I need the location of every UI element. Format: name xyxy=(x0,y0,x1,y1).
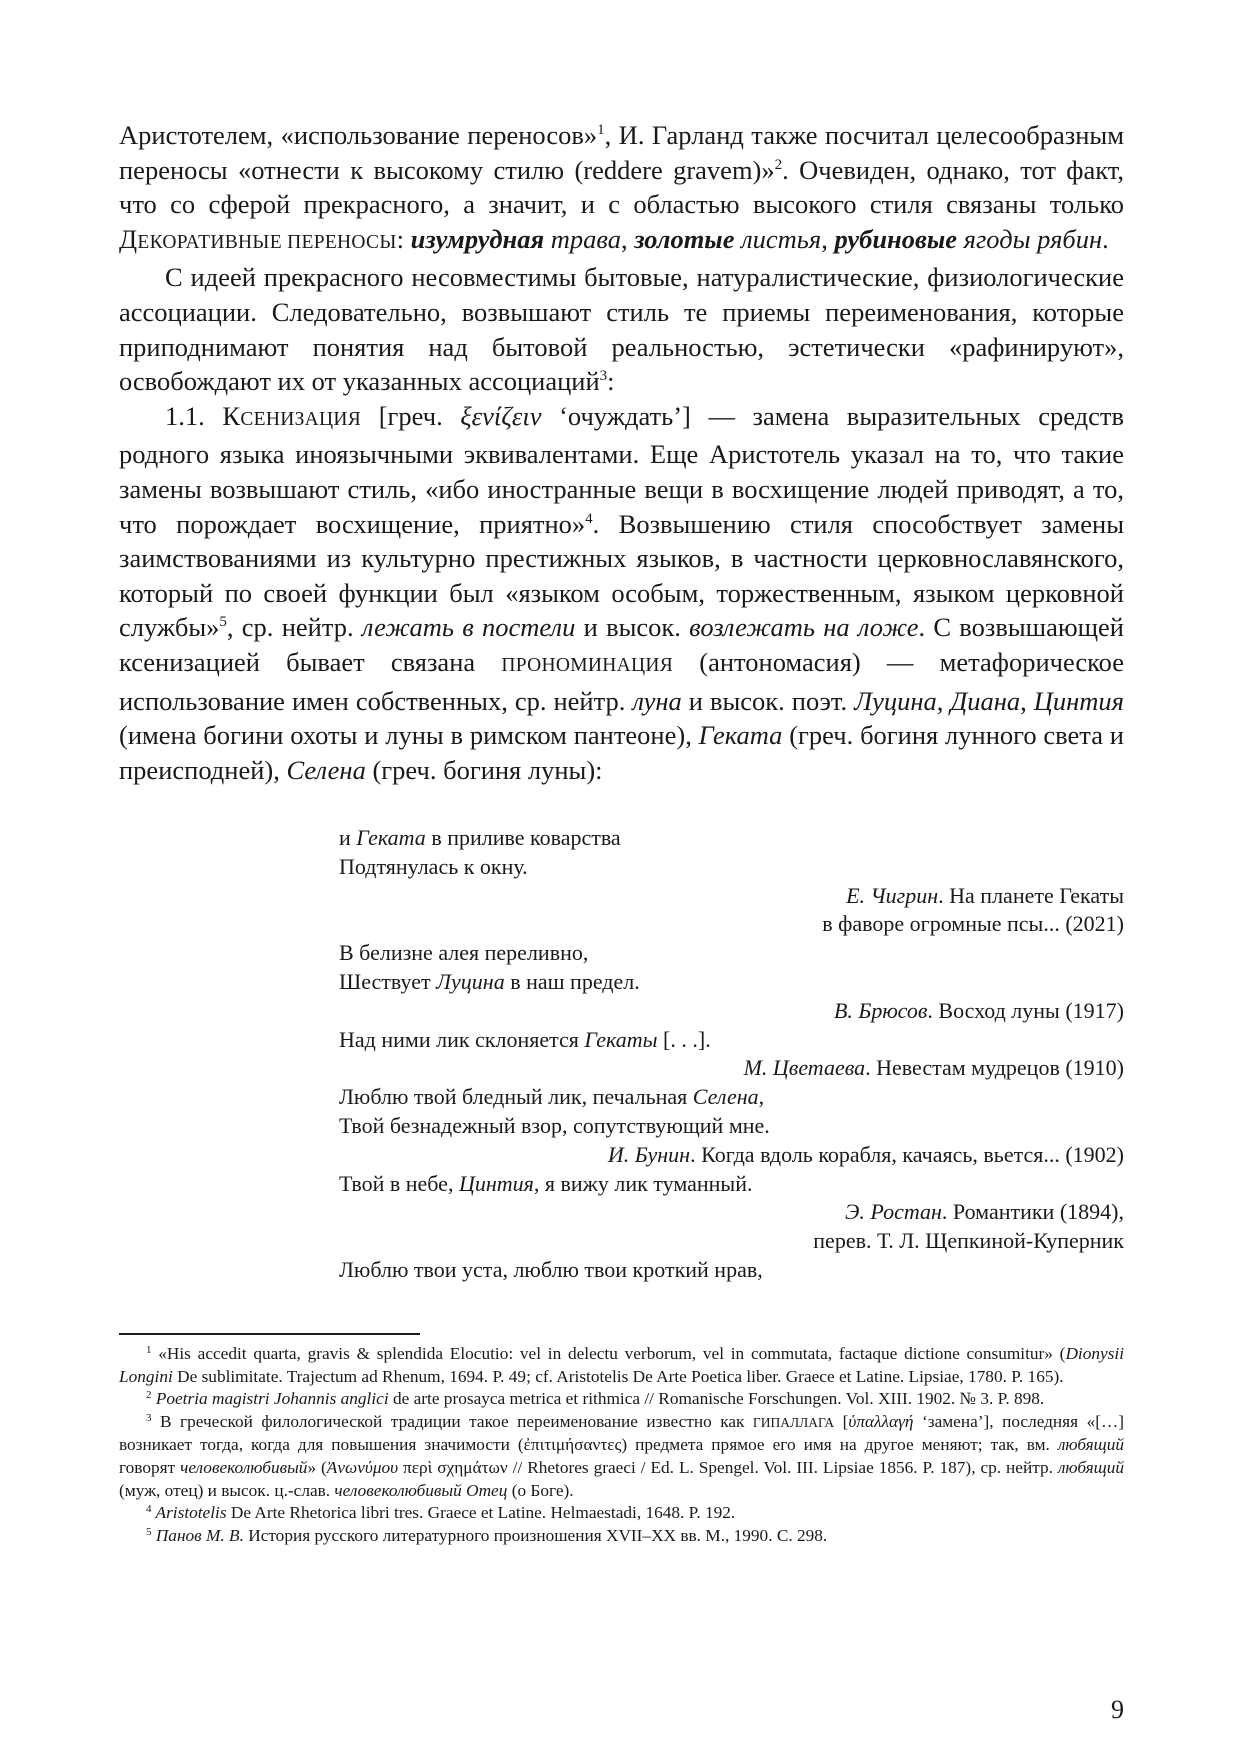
attribution: Э. Ростан. Романтики (1894), xyxy=(845,1199,1124,1225)
footnote-separator xyxy=(119,1333,420,1335)
verse-line: Твой безнадежный взор, сопутствующий мне. xyxy=(339,1112,770,1138)
term-xenization: КСЕНИЗАЦИЯ xyxy=(222,400,362,431)
term-decorative-transfers: ДЕКОРАТИВНЫЕ ПЕРЕНОСЫ xyxy=(119,223,397,254)
paragraph-1: Аристотелем, «использование переносов»$^1$, И. Гарланд также посчитал целесообразным переносы «отнести к высокому стилю (reddere gravem)»$^2$. Очевиден, однако, тот факт, что со сферой прекрасного, а значит, и с областью высокого стиля связаны только ДЕКОРАТИВНЫЕ ПЕРЕНОСЫ: изумрудная трава, золотые листья, рубиновые ягоды рябин. xyxy=(119,120,1124,254)
footnote-ref-1[interactable]: 1 xyxy=(597,122,605,138)
attribution: Е. Чигрин. На планете Гекаты xyxy=(846,882,1124,908)
footnote-ref-2[interactable]: 2 xyxy=(774,156,783,173)
footnote-1: $^1$ «His accedit quarta, gravis & splendida Elocutio: vel in delectu verborum, vel in commutata, factaque dictione consumitur» (Dionysii Longini De sublimitate. Trajectum ad Rhenum, 1694. P. 49; cf. Aristotelis De Arte Poetica liber. Graece et Latine. Lipsiae, 1780. P. 165). xyxy=(119,1344,1124,1386)
paragraph-2: С идеей прекрасного несовместимы бытовые, натуралистические, физиологические ассоциации. Следовательно, возвышают стиль те приемы переименования, которые приподнимают понятия над бытовой реальностью, эстетически «рафинируют», освобождают их от указанных ассоциаций$^3$: xyxy=(119,262,1124,397)
verse-line: В белизне алея переливно, xyxy=(339,940,589,966)
verse-line: и Геката в приливе коварства xyxy=(339,825,621,850)
attribution: В. Брюсов. Восход луны (1917) xyxy=(833,997,1124,1023)
footnote-4: $^4$ Aristotelis De Arte Rhetorica libri tres. Graece et Latine. Helmaestadi, 1648. P. 192. xyxy=(146,1503,736,1523)
verse-line: Над ними лик склоняется Гекаты [. . .]. xyxy=(339,1026,711,1052)
attribution: в фаворе огромные псы... (2021) xyxy=(822,911,1124,937)
footnotes xyxy=(119,1343,1124,1547)
verse-line: Шествует Луцина в наш предел. xyxy=(339,968,640,994)
footnote-ref-3[interactable]: 3 xyxy=(599,368,608,385)
verse-line: Люблю твой бледный лик, печальная Селена, xyxy=(339,1084,765,1110)
footnote-5: $^5$ Панов М. В. История русского литературного произношения XVII–XX вв. М., 1990. С. 298. xyxy=(146,1525,828,1545)
poem-quotations xyxy=(339,824,1124,1285)
footnote-ref-5[interactable]: 5 xyxy=(219,614,227,631)
verse-line: Подтянулась к окну. xyxy=(339,853,528,879)
verse-line: Твой в небе, Цинтия, я вижу лик туманный. xyxy=(339,1170,753,1196)
verse-line: Люблю твои уста, люблю твои кроткий нрав, xyxy=(339,1256,763,1282)
footnote-ref-4[interactable]: 4 xyxy=(585,510,593,527)
page-number: 9 xyxy=(1111,1695,1124,1724)
paragraph-3: 1.1. КСЕНИЗАЦИЯ [греч. ξενίζειν ‘очуждать’] — замена выразительных средств родного языка иноязычными эквивалентами. Еще Аристотель указал на то, что такие замены возвышают стиль, «ибо иностранные вещи в восхищение людей приводят, а то, что порождает восхищение, приятно»$^4$. Возвышению стиля способствует замены заимствованиями из культурно престижных языков, в частности церковнославянского, который по своей функции был «языком особым, торжественным, языком церковной службы»$^5$, ср. нейтр. лежать в постели и высок. возлежать на ложе. С возвышающей ксенизацией бывает связана ПРОНОМИНАЦИЯ (антономасия) — метафорическое использование имен собственных, ср. нейтр. луна и высок. поэт. Луцина, Диана, Цинтия (имена богини охоты и луны в римском пантеоне), Геката (греч. богиня лунного света и преисподней), Селена (греч. богиня луны): xyxy=(119,400,1125,785)
footnote-2: $^2$ Poetria magistri Johannis anglici de arte prosayca metrica et rithmica // Romanische Forschungen. Vol. XIII. 1902. № 3. P. 898. xyxy=(146,1389,1045,1409)
main-text xyxy=(119,118,1124,787)
footnote-3: $^3$ В греческой филологической традиции такое переименование известно как ГИПАЛЛАГА [ὑπαλλαγή ‘замена’], последняя «[…] возникает тогда, когда для повышения значимости (ἐπιτιμήσαντες) предмета прямое его имя на другое меняют; так, вм. любящий говорят человеколюбивый» (Ἀνωνύμου περὶ σχημάτων // Rhetores graeci / Ed. L. Spengel. Vol. III. Lipsiae 1856. P. 187), ср. нейтр. любящий (муж, отец) и высок. ц.-слав. человеколюбивый Отец (о Боге). xyxy=(119,1411,1125,1500)
term-pronomination: ПРОНОМИНАЦИЯ xyxy=(501,654,674,676)
attribution: перев. Т. Л. Щепкиной-Куперник xyxy=(813,1228,1124,1254)
attribution: М. Цветаева. Невестам мудрецов (1910) xyxy=(743,1055,1124,1081)
attribution: И. Бунин. Когда вдоль корабля, качаясь, вьется... (1902) xyxy=(607,1141,1124,1167)
document-page xyxy=(119,0,1124,1754)
